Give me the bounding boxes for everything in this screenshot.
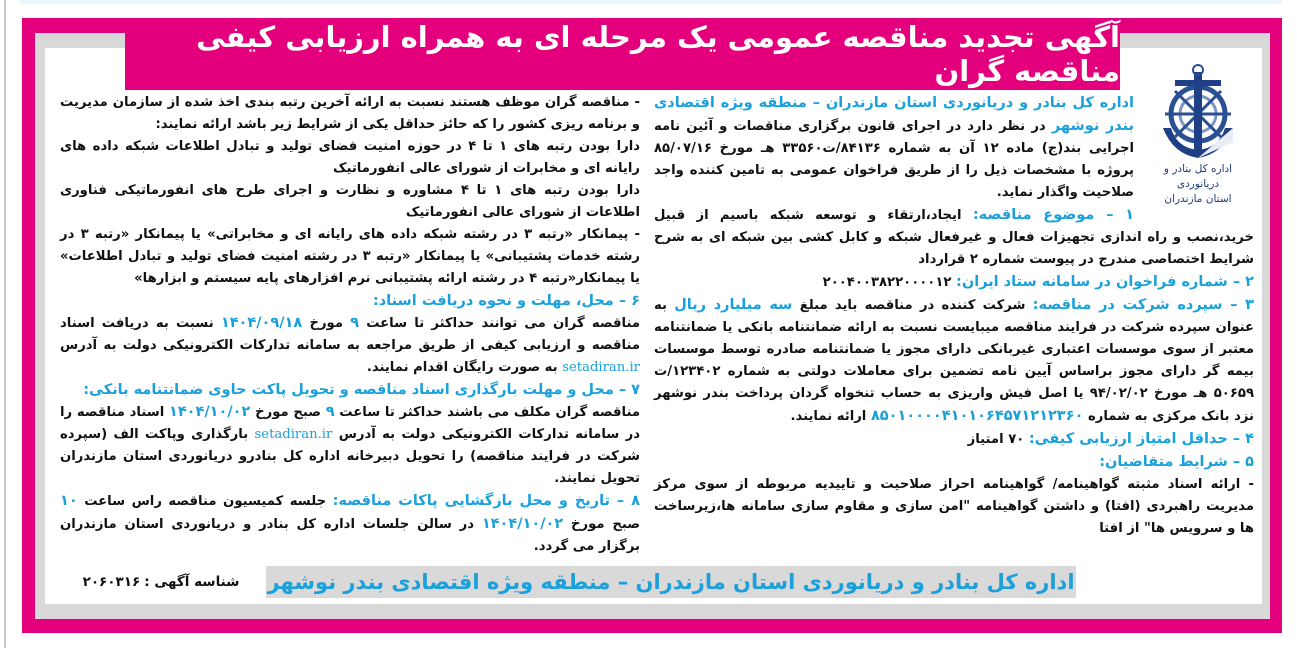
section-text: به عنوان سپرده شرکت در فرایند مناقصه میبایست نسبت به ارائه ضمانتنامه بانکی یا ضمانتنامه معتبر از سوی موسسات اعتباری غیربانکی دارای مجوز یا ضمانتنامه صادره توسط موسسات بیمه گر دارای مجوز براساس آیین نامه تضمین برای معاملات دولتی به شماره ۱۲۳۴۰۲/ت ۵۰۶۵۹ هـ مورخ ۹۴/۰۲/۰۲ یا اصل فیش واریزی به حساب تنخواه گردان پرداخت بندر نوشهر نزد بانک مرکزی به شماره — [654, 298, 1254, 424]
section-text: به صورت رایگان اقدام نمایند. — [366, 360, 558, 375]
setadiran-link[interactable]: setadiran.ir — [254, 427, 333, 442]
logo-block — [1142, 62, 1254, 207]
section-label: ۳ – سپرده شرکت در مناقصه: — [1032, 297, 1255, 313]
deadline-date: ۱۴۰۴/۱۰/۰۲ — [168, 404, 251, 420]
section-text: نسبت به دریافت اسناد مناقصه و ارزیابی کیفی از طریق مراجعه به سامانه تدارکات الکترونیکی دولت به آدرس — [60, 316, 640, 353]
section-text: ایجاد،ارتقاء و توسعه شبکه باسیم از قبیل خرید،نصب و راه اندازی تجهیزات فعال و غیرفعال شبکه و کابل کشی بین شبکه ای به شرح شرایط اختصاصی مندرج در پیوست شماره ۲ قرارداد — [654, 208, 1254, 267]
top-strip — [20, 0, 1282, 4]
deadline-hour: ۹ — [350, 315, 360, 331]
opening-date: ۱۴۰۴/۱۰/۰۲ — [481, 516, 564, 532]
section-text: مورخ — [309, 316, 343, 331]
section-text: صبح مورخ — [255, 405, 321, 420]
section-label: ۱ – موضوع مناقصه: — [972, 207, 1135, 223]
section-text: ارائه نمایند. — [790, 409, 867, 424]
notice-footer — [55, 566, 1254, 598]
account-number: ۸۵۰۱۰۰۰۰۴۱۰۱۰۶۴۵۷۱۲۱۲۳۶۰ — [870, 408, 1084, 424]
section-text: مناقصه گران مکلف می باشند حداکثر تا ساعت — [339, 405, 641, 420]
notice-inner-frame — [35, 33, 1270, 619]
opening-hour: ۱۰ — [60, 493, 78, 509]
page-edge-line — [4, 0, 6, 648]
notice-body — [45, 48, 1262, 604]
section-documents — [60, 312, 640, 379]
ad-id-label: شناسه آگهی : — [144, 574, 240, 590]
setadiran-link[interactable]: setadiran.ir — [562, 360, 640, 375]
footer-banner: اداره کل بنادر و دریانوردی استان مازندران – منطقه ویژه اقتصادی بندر نوشهر — [266, 566, 1076, 598]
section-call-number — [654, 271, 1254, 294]
ad-id — [66, 568, 256, 596]
ad-id-value: ۲۰۶۰۳۱۶ — [82, 574, 141, 590]
logo-caption-line: استان مازندران — [1164, 193, 1232, 205]
section-opening — [60, 490, 640, 558]
right-column — [654, 92, 1254, 540]
deposit-amount: سه میلیارد ریال — [674, 297, 793, 313]
requirement-paragraph: - مناقصه گران موظف هستند نسبت به ارائه آخرین رتبه بندی اخذ شده از سازمان مدیریت و برنامه ریزی کشور را که حائز حداقل یکی از شرایط زیر باشد ارائه نمایند: — [60, 95, 640, 132]
requirement-paragraph: - پیمانکار «رتبه ۳ در رشته شبکه داده های رایانه ای و مخابراتی» یا پیمانکار «رتبه ۳ در رشته خدمات پشتیبانی» یا پیمانکار «رتبه ۳ در رشته امنیت فضای تولید و تبادل اطلاعات» یا پیمانکار«رتبه ۴ در رشته ارائه پشتیبانی نرم افزارهای پایه سیستم و ابزارها» — [60, 227, 641, 286]
section-text: - ارائه اسناد مثبته گواهینامه/ گواهینامه احراز صلاحیت و تاییدیه مربوطه از سوی مرکز مدیریت راهبردی (افتا) و داشتن گواهینامه "امن سازی و مقاوم سازی سامانه ها،زیرساخت ها و سرویس ها" از افتا — [654, 477, 1254, 536]
section-text: مناقصه گران می توانند حداکثر تا ساعت — [366, 316, 640, 331]
notice-outer-frame — [22, 18, 1282, 633]
organization-name: اداره کل بنادر و دریانوردی استان مازندران – منطقه ویژه اقتصادی بندر نوشهر — [654, 95, 1134, 134]
section-text: بارگذاری وپاکت الف (سپرده شرکت در فرایند مناقصه) را تحویل دبیرخانه اداره کل بنادرو دریانوردی استان مازندران تحویل نمایند. — [60, 427, 640, 486]
section-text: در سالن جلسات اداره کل بنادر و دریانوردی استان مازندران برگزار می گردد. — [60, 517, 640, 554]
section-label: ۵ – شرایط متقاضیان: — [1099, 454, 1254, 470]
call-number: ۲۰۰۴۰۰۳۸۲۲۰۰۰۰۱۲ — [822, 275, 952, 290]
section-label: ۲ – شماره فراخوان در سامانه ستاد ایران: — [956, 274, 1254, 290]
section-min-score — [654, 428, 1254, 451]
left-column — [60, 92, 640, 558]
logo-caption-line: اداره کل بنادر و دریانوردی — [1163, 163, 1233, 190]
section-text: شرکت کننده در مناقصه باید مبلغ — [799, 298, 1026, 313]
section-text: صبح مورخ — [571, 517, 640, 532]
notice-title: آگهی تجدید مناقصه عمومی یک مرحله ای به همراه ارزیابی کیفی مناقصه گران — [125, 18, 1120, 90]
requirement-paragraph: دارا بودن رتبه های ۱ تا ۴ در حوزه امنیت فضای تولید و تبادل اطلاعات شبکه داده های رایانه ای و مخابرات از شورای عالی انفورماتیک — [60, 139, 640, 176]
section-subject — [654, 204, 1254, 271]
notice-columns — [55, 92, 1254, 558]
intro-text: در نظر دارد در اجرای قانون برگزاری مناقصات و آئین نامه اجرایی بند(ج) ماده ۱۲ آن به شماره ۸۴۱۳۶/ت۳۳۵۶۰ هـ مورخ ۸۵/۰۷/۱۶ پروژه با مشخصات ذیل را از طریق فراخوان عمومی به تامین کننده واجد صلاحیت واگذار نماید. — [654, 119, 1134, 200]
conditions-text — [654, 474, 1254, 540]
section-deposit — [654, 294, 1254, 428]
section-label: ۶ – محل، مهلت و نحوه دریافت اسناد: — [372, 293, 640, 309]
section-label: ۷ – محل و مهلت بارگذاری اسناد مناقصه و تحویل پاکت حاوی ضمانتنامه بانکی: — [83, 382, 640, 398]
section-upload — [60, 401, 640, 490]
requirement-paragraph: دارا بودن رتبه های ۱ تا ۴ مشاوره و نظارت و اجرای طرح های انفورماتیکی فناوری اطلاعات از شورای عالی انفورماتیک — [60, 183, 640, 220]
anchor-ship-wheel-icon — [1153, 62, 1243, 162]
section-text: جلسه کمیسیون مناقصه راس ساعت — [84, 494, 327, 509]
deadline-hour: ۹ — [325, 404, 335, 420]
logo-caption — [1142, 162, 1254, 207]
section-text: اسناد مناقصه را در سامانه تدارکات الکترونیکی دولت به آدرس — [60, 405, 641, 442]
deadline-date: ۱۴۰۴/۰۹/۱۸ — [220, 315, 303, 331]
section-conditions — [654, 451, 1254, 474]
min-score: ۷۰ امتیاز — [967, 432, 1025, 447]
section-label: ۴ – حداقل امتیاز ارزیابی کیفی: — [1028, 431, 1254, 447]
section-label: ۸ – تاریخ و محل بازگشایی پاکات مناقصه: — [332, 493, 641, 509]
